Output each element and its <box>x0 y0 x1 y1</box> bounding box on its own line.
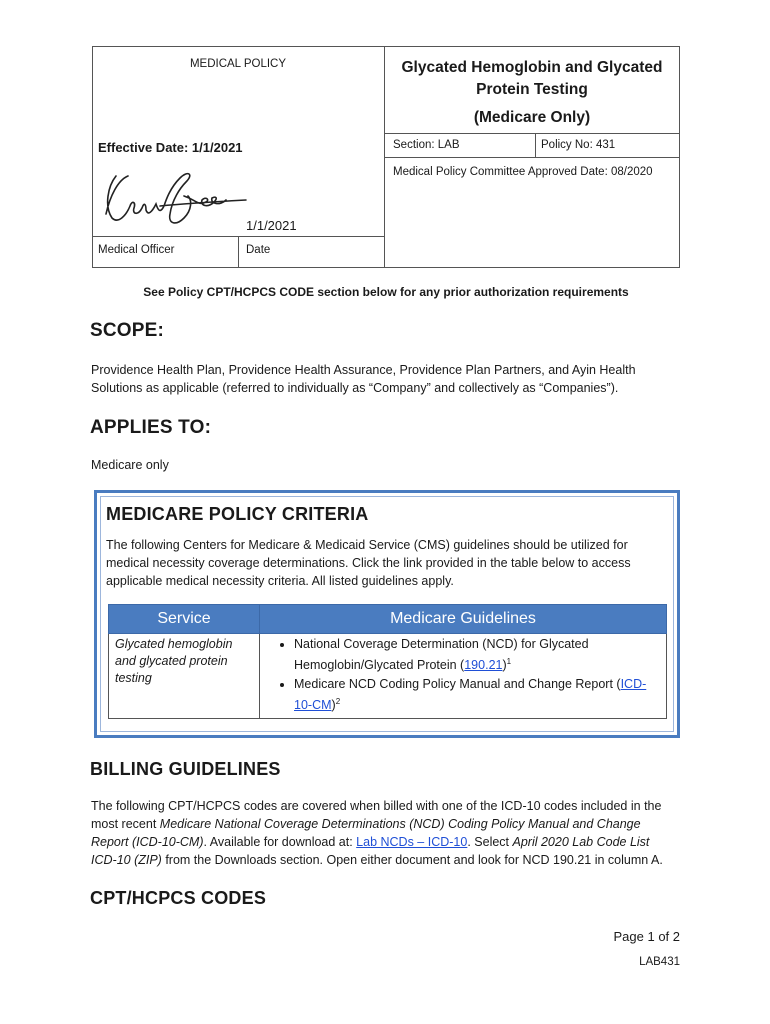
policy-title-line1: Glycated Hemoglobin and Glycated <box>401 59 663 76</box>
service-line2: and glycated protein <box>115 654 228 668</box>
billing-text-part4: from the Downloads section. Open either document and look for NCD 190.21 in column A. <box>161 853 663 867</box>
policy-number: Policy No: 431 <box>541 139 616 151</box>
date-label: Date <box>246 244 271 256</box>
policy-type: MEDICAL POLICY <box>189 58 287 70</box>
scope-text <box>91 361 691 397</box>
service-column-header: Service <box>109 605 260 634</box>
coding-manual-close: ) <box>331 698 336 713</box>
list-item <box>294 636 660 674</box>
applies-to-text: Medicare only <box>91 458 169 472</box>
service-line1: Glycated hemoglobin <box>115 637 233 651</box>
coding-manual-footnote-ref: 2 <box>335 697 341 707</box>
document-code: LAB431 <box>639 956 680 968</box>
service-line3: testing <box>115 671 152 685</box>
billing-manual-title: Medicare National Coverage Determinations (NCD) Coding Policy Manual and Change Report (ICD-10-CM) <box>91 817 641 849</box>
header-divider-date <box>238 236 239 268</box>
criteria-text-line3: applicable medical necessity criteria. All listed guidelines apply. <box>106 574 454 588</box>
guidelines-list <box>266 636 660 714</box>
header-divider-section-bottom <box>384 157 680 158</box>
policy-title <box>384 57 680 129</box>
cpt-hcpcs-heading: CPT/HCPCS CODES <box>90 888 267 908</box>
medicare-guidelines-table <box>108 604 667 719</box>
signature-date: 1/1/2021 <box>246 218 297 233</box>
billing-zip-title: April 2020 Lab Code List ICD-10 (ZIP) <box>91 835 650 867</box>
medicare-criteria-text <box>106 536 666 590</box>
medical-officer-label: Medical Officer <box>98 244 175 256</box>
service-cell <box>109 634 260 719</box>
header-divider-section <box>535 133 536 157</box>
ncd-guideline-text: National Coverage Determination (NCD) for Glycated Hemoglobin/Glycated Protein ( <box>294 637 589 673</box>
header-divider-title <box>384 133 680 134</box>
criteria-text-line1: The following Centers for Medicare & Medicaid Service (CMS) guidelines should be utilized for <box>106 538 628 552</box>
coding-manual-text: Medicare NCD Coding Policy Manual and Change Report ( <box>294 677 621 692</box>
billing-text-part3: . Select <box>467 835 513 849</box>
billing-text-part1: The following CPT/HCPCS codes are covered when billed with one of the ICD-10 codes included in the most recent <box>91 799 662 831</box>
effective-date: Effective Date: 1/1/2021 <box>98 140 243 155</box>
guidelines-cell <box>260 634 667 719</box>
page-number: Page 1 of 2 <box>613 929 680 944</box>
list-item <box>294 676 660 714</box>
billing-text-part2: . Available for download at: <box>203 835 357 849</box>
ncd-footnote-ref: 1 <box>506 657 512 666</box>
criteria-text-line2: medical necessity coverage determinations. Click the link provided in the table below to access <box>106 556 631 570</box>
icd-10-cm-link[interactable]: ICD-10-CM <box>294 677 647 713</box>
signature-image <box>100 166 250 230</box>
scope-text-line1: Providence Health Plan, Providence Health Assurance, Providence Plan Partners, and Ayin Health <box>91 363 636 377</box>
scope-heading: SCOPE: <box>90 320 165 341</box>
scope-text-line2: Solutions as applicable (referred to individually as “Company” and collectively as “Companies”). <box>91 381 619 395</box>
table-row <box>109 634 667 719</box>
guidelines-column-header: Medicare Guidelines <box>260 605 667 634</box>
ncd-guideline-close: ) <box>502 658 507 673</box>
policy-title-line2: Protein Testing <box>476 81 588 98</box>
section-label: Section: LAB <box>393 139 460 151</box>
prior-authorization-note: See Policy CPT/HCPCS CODE section below for any prior authorization requirements <box>143 285 629 299</box>
applies-to-heading: APPLIES TO: <box>90 417 212 438</box>
table-header-row <box>109 605 667 634</box>
lab-ncds-icd10-link[interactable]: Lab NCDs – ICD-10 <box>356 835 468 849</box>
policy-title-line3: (Medicare Only) <box>473 109 591 126</box>
billing-guidelines-text <box>91 797 671 869</box>
committee-approved-date: Medical Policy Committee Approved Date: 08/2020 <box>393 166 653 178</box>
medicare-criteria-heading: MEDICARE POLICY CRITERIA <box>106 504 369 524</box>
ncd-190-21-link[interactable]: 190.21 <box>464 658 503 673</box>
billing-guidelines-heading: BILLING GUIDELINES <box>90 759 281 779</box>
